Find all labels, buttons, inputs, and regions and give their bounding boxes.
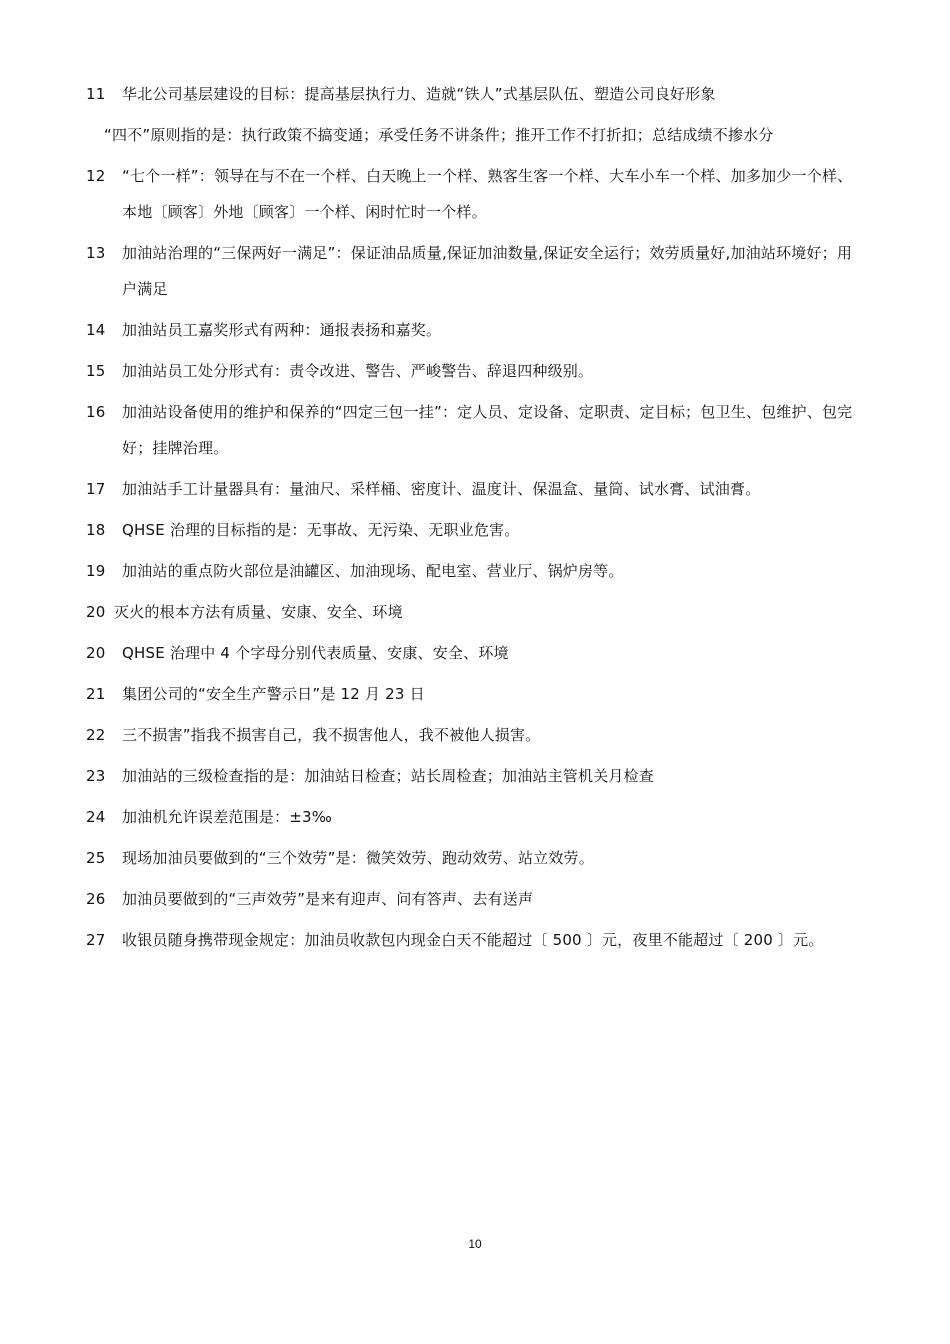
list-item (86, 758, 866, 794)
list-item (86, 922, 866, 958)
item-text: 现场加油员要做到的“三个效劳”是：微笑效劳、跑动效劳、站立效劳。 (122, 849, 594, 867)
item-number: 21 (86, 685, 106, 703)
item-text: QHSE 治理中 4 个字母分别代表质量、安康、安全、环境 (122, 644, 509, 662)
list-item (86, 635, 866, 671)
document-body (86, 76, 866, 963)
item-text: 加油站手工计量器具有：量油尺、采样桶、密度计、温度计、保温盒、量筒、试水膏、试油膏。 (122, 480, 761, 498)
item-text: 集团公司的“安全生产警示日”是 12 月 23 日 (122, 685, 425, 703)
list-item (86, 158, 866, 230)
item-text: 华北公司基层建设的目标：提高基层执行力、造就“铁人”式基层队伍、塑造公司良好形象 (122, 85, 716, 103)
item-number: 25 (86, 849, 106, 867)
item-number: 16 (86, 403, 106, 421)
item-text: 加油员要做到的“三声效劳”是来有迎声、问有答声、去有送声 (122, 890, 534, 908)
item-text: 加油站的三级检查指的是：加油站日检查；站长周检查；加油站主管机关月检查 (122, 767, 655, 785)
list-item (86, 676, 866, 712)
item-text: 加油站治理的“三保两好一满足”：保证油品质量,保证加油数量,保证安全运行；效劳质量好,加油站环境好；用户满足 (122, 244, 853, 298)
item-number: 23 (86, 767, 106, 785)
item-number: 11 (86, 85, 106, 103)
list-item (86, 117, 866, 153)
list-item (86, 799, 866, 835)
item-number: 15 (86, 362, 106, 380)
item-text: 加油站员工处分形式有：责令改进、警告、严峻警告、辞退四种级别。 (122, 362, 594, 380)
list-item (86, 512, 866, 548)
item-number: 26 (86, 890, 106, 908)
item-text: 加油站设备使用的维护和保养的“四定三包一挂”：定人员、定设备、定职责、定目标；包卫生、包维护、包完好；挂牌治理。 (122, 403, 853, 457)
item-text: 加油机允许误差范围是：±3‰ (122, 808, 333, 826)
item-text: “四不”原则指的是：执行政策不搞变通；承受任务不讲条件；推开工作不打折扣；总结成绩不掺水分 (104, 126, 774, 144)
item-number: 12 (86, 167, 106, 185)
list-item (86, 76, 866, 112)
item-text: QHSE 治理的目标指的是：无事故、无污染、无职业危害。 (122, 521, 520, 539)
list-item (86, 394, 866, 466)
list-item (86, 353, 866, 389)
item-number: 27 (86, 931, 106, 949)
item-number: 13 (86, 244, 106, 262)
item-number: 20 (86, 644, 106, 662)
list-item (86, 594, 866, 630)
list-item (86, 312, 866, 348)
item-number: 18 (86, 521, 106, 539)
item-number: 20 (86, 603, 106, 621)
list-item (86, 717, 866, 753)
item-number: 17 (86, 480, 106, 498)
item-number: 19 (86, 562, 106, 580)
list-item (86, 471, 866, 507)
item-text: 加油站员工嘉奖形式有两种：通报表扬和嘉奖。 (122, 321, 442, 339)
item-text: 灭火的根本方法有质量、安康、安全、环境 (114, 603, 403, 621)
item-number: 24 (86, 808, 106, 826)
list-item (86, 881, 866, 917)
item-text: 加油站的重点防火部位是油罐区、加油现场、配电室、营业厅、锅炉房等。 (122, 562, 624, 580)
list-item (86, 553, 866, 589)
item-number: 22 (86, 726, 106, 744)
item-number: 14 (86, 321, 106, 339)
list-item (86, 235, 866, 307)
item-text: “七个一样”：领导在与不在一个样、白天晚上一个样、熟客生客一个样、大车小车一个样、加多加少一个样、本地〔顾客〕外地〔顾客〕一个样、闲时忙时一个样。 (122, 167, 853, 221)
page-number: 10 (468, 1237, 482, 1251)
item-text: 收银员随身携带现金规定：加油员收款包内现金白天不能超过〔 500 〕元，夜里不能超过〔 200 〕元。 (122, 931, 824, 949)
item-text: 三不损害”指我不损害自己，我不损害他人，我不被他人损害。 (122, 726, 541, 744)
list-item (86, 840, 866, 876)
